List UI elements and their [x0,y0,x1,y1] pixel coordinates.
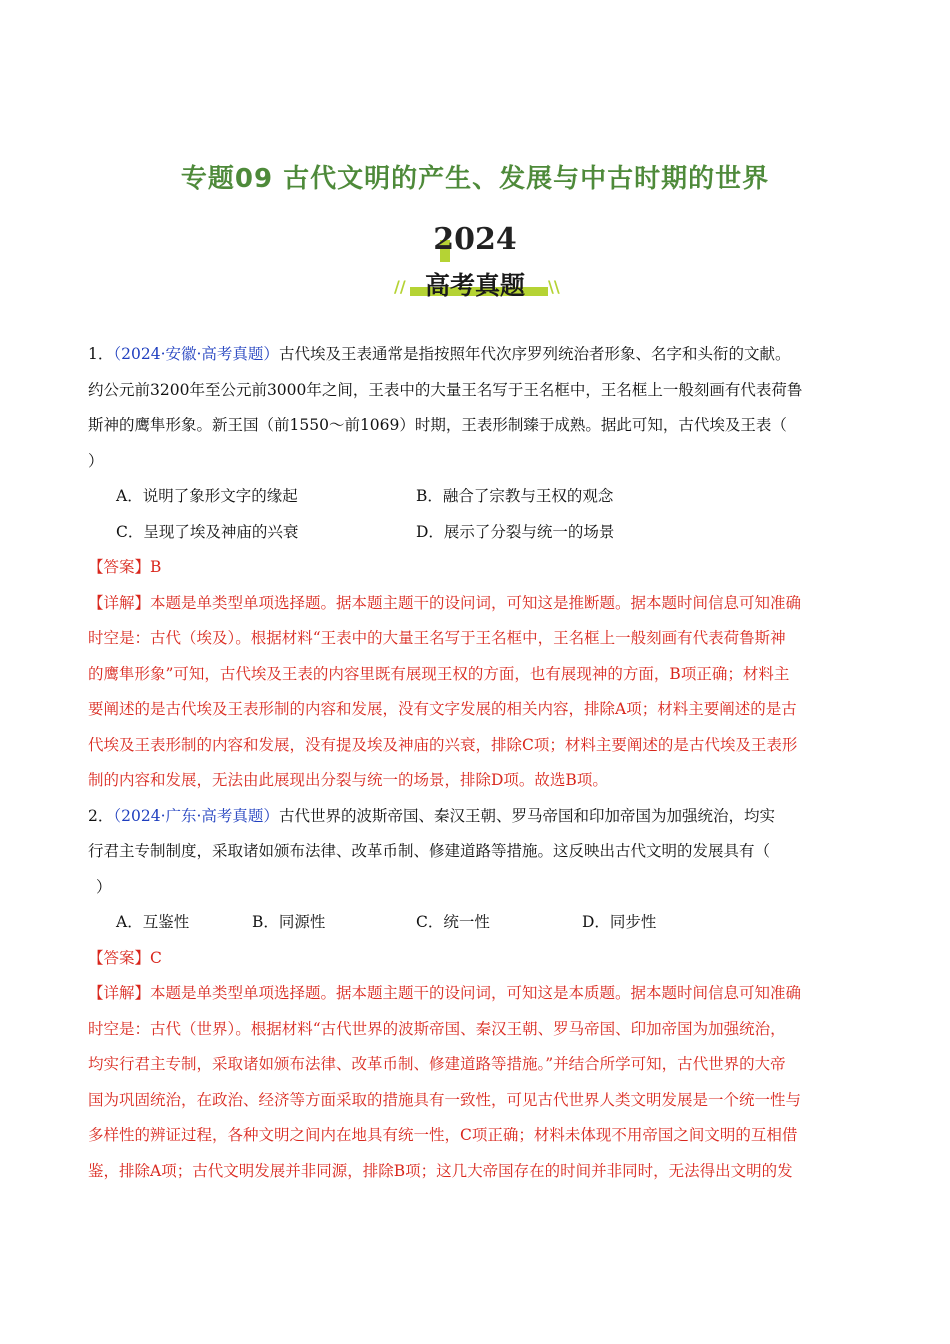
q2-explain-line: 时空是：古代（世界）。根据材料“古代世界的波斯帝国、秦汉王朝、罗马帝国、印加帝国为加强统治， [88,1019,786,1038]
q1-explain-line: 制的内容和发展，无法由此展现出分裂与统一的场景，排除D项。故选B项。 [88,771,608,789]
q2-explain-line: 【详解】本题是单类型单项选择题。据本题主题干的设问词，可知这是本质题。据本题时间信息可知准确 [88,984,802,1002]
q2-source: （2024·广东·高考真题） [113,806,279,825]
q1-answer: 【答案】B [88,558,162,576]
q2-option-a: A．互鉴性 [116,913,190,931]
q1-options-row-1 [88,479,858,515]
q1-option-d: D．展示了分裂与统一的场景 [416,522,615,541]
page-title: 专题09 古代文明的产生、发展与中古时期的世界 [180,164,770,194]
q2-explain-line: 均实行君主专制，采取诸如颁布法律、改革币制、修建道路等措施。”并结合所学可知，古代世界的大帝 [88,1055,786,1073]
q1-explain-line: 时空是：古代（埃及）。根据材料“王表中的大量王名写于王名框中，王名框上一般刻画有代表荷鲁斯神 [88,629,786,647]
banner-label: 高考真题 [424,271,525,300]
q1-source: （2024·安徽·高考真题） [113,345,279,363]
banner-left-slashes: // [394,277,406,296]
q1-explain-line: 要阐述的是古代埃及王表形制的内容和发展，没有文字发展的相关内容，排除A项；材料主要阐述的是古 [88,700,797,718]
q2-explain-line: 鉴，排除A项；古代文明发展并非同源，排除B项；这几大帝国存在的时间并非同时，无法得出文明的发 [88,1161,793,1180]
banner-right-slashes: \\ [548,277,560,296]
q2-line-2: 行君主专制制度，采取诸如颁布法律、改革币制、修建道路等措施。这反映出古代文明的发展具有（ [88,842,771,860]
q1-number: 1． [88,345,114,363]
q2-option-c: C．统一性 [416,913,490,931]
q1-explain-line: 的鹰隼形象”可知，古代埃及王表的内容里既有展现王权的方面，也有展现神的方面，B项正确；材料主 [88,664,790,683]
q2-explain-line: 多样性的辨证过程，各种文明之间内在地具有统一性，C项正确；材料未体现不用帝国之间文明的互相借 [88,1126,798,1144]
q1-stem-text: 古代埃及王表通常是指按照年代次序罗列统治者形象、名字和头衔的文献。 [278,345,791,363]
q2-explain-line: 国为巩固统治，在政治、经济等方面采取的措施具有一致性，可见古代世界人类文明发展是一个统一性与 [88,1090,802,1109]
q2-stem-text: 古代世界的波斯帝国、秦汉王朝、罗马帝国和印加帝国为加强统治，均实 [278,806,775,825]
q1-line-3: 斯神的鹰隼形象。新王国（前1550～前1069）时期，王表形制臻于成熟。据此可知，古代埃及王表（ [88,416,787,434]
q1-option-a: A．说明了象形文字的缘起 [116,487,298,505]
question-content [88,337,858,1189]
q1-line-2: 约公元前3200年至公元前3000年之间，王表中的大量王名写于王名框中，王名框上一般刻画有代表荷鲁 [88,380,803,399]
q1-explain-line: 代埃及王表形制的内容和发展，没有提及埃及神庙的兴衰，排除C项；材料主要阐述的是古代埃及王表形 [88,735,798,754]
q2-options-row [88,905,858,941]
q1-line-4: ） [88,451,104,470]
q1-option-b: B．融合了宗教与王权的观念 [416,487,614,505]
q1-explain-line: 【详解】本题是单类型单项选择题。据本题主题干的设问词，可知这是推断题。据本题时间信息可知准确 [88,593,802,612]
q2-number: 2． [88,806,114,825]
q1-line-1 [88,337,858,373]
q2-line-1 [88,799,858,835]
q2-option-d: D．同步性 [582,913,657,931]
q2-answer: 【答案】C [88,948,162,967]
banner-year: 2024 [433,222,517,257]
q1-options-row-2 [88,515,858,551]
q2-option-b: B．同源性 [252,913,326,931]
q1-option-c: C．呈现了埃及神庙的兴衰 [116,522,299,541]
q2-line-3: ） [96,877,112,896]
section-banner [0,222,950,312]
